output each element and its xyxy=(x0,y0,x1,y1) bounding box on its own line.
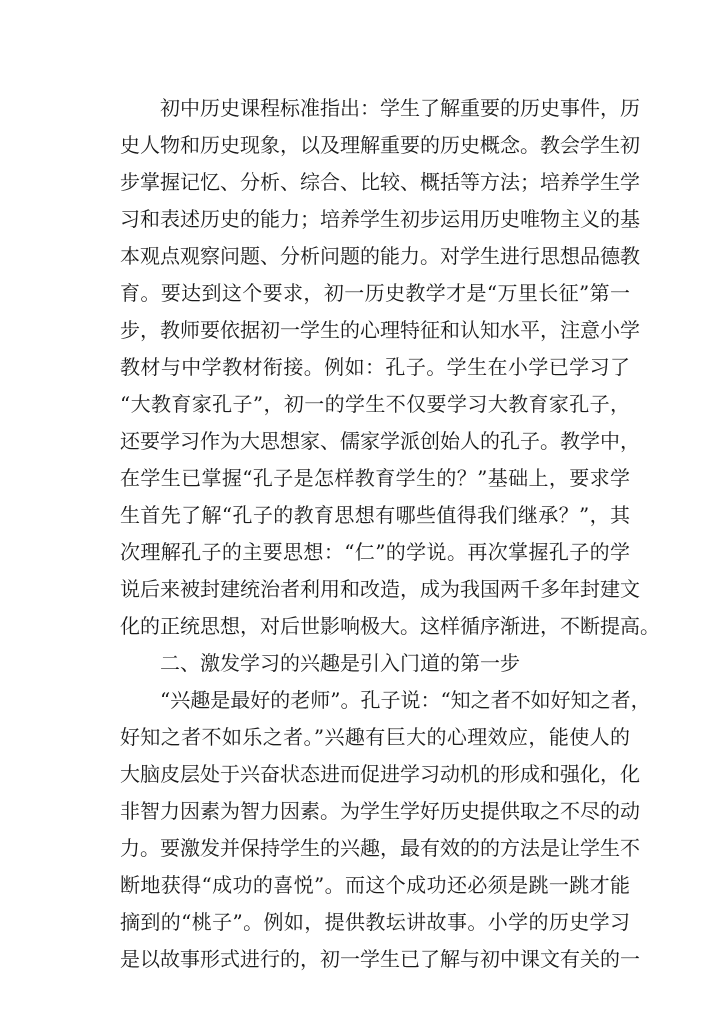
paragraph-line: 习和表述历史的能力；培养学生初步运用历史唯物主义的基 xyxy=(120,207,640,231)
paragraph-line: 化的正统思想，对后世影响极大。这样循序渐进，不断提高。 xyxy=(120,614,660,638)
paragraph-line: “兴趣是最好的老师”。孔子说：“知之者不如好知之者， xyxy=(160,688,651,712)
paragraph-line: 力。要激发并保持学生的兴趣，最有效的的方法是让学生不 xyxy=(120,836,640,860)
paragraph-line: 大脑皮层处于兴奋状态进而促进学习动机的形成和强化，化 xyxy=(120,762,640,786)
paragraph-line: 步，教师要依据初一学生的心理特征和认知水平，注意小学 xyxy=(120,318,640,342)
paragraph-line: 育。要达到这个要求，初一历史教学才是“万里长征”第一 xyxy=(120,281,630,305)
paragraph-line: 生首先了解“孔子的教育思想有哪些值得我们继承？”，其 xyxy=(120,503,630,527)
paragraph-line: 步掌握记忆、分析、综合、比较、概括等方法；培养学生学 xyxy=(120,170,640,194)
paragraph-line: 次理解孔子的主要思想：“仁”的学说。再次掌握孔子的学 xyxy=(120,540,630,564)
paragraph-line: 教材与中学教材衔接。例如：孔子。学生在小学已学习了 xyxy=(120,355,630,379)
paragraph-line: 还要学习作为大思想家、儒家学派创始人的孔子。教学中， xyxy=(120,429,640,453)
paragraph-line: 是以故事形式进行的，初一学生已了解与初中课文有关的一 xyxy=(120,947,640,971)
paragraph-line: 断地获得“成功的喜悦”。而这个成功还必须是跳一跳才能 xyxy=(120,873,630,897)
paragraph-line: 摘到的“桃子”。例如，提供教坛讲故事。小学的历史学习 xyxy=(120,910,630,934)
paragraph-line: 初中历史课程标准指出：学生了解重要的历史事件，历 xyxy=(160,96,640,120)
paragraph-line: 在学生已掌握“孔子是怎样教育学生的？”基础上，要求学 xyxy=(120,466,630,490)
paragraph-line: 好知之者不如乐之者。”兴趣有巨大的心理效应，能使人的 xyxy=(120,725,630,749)
paragraph-line: “大教育家孔子”，初一的学生不仅要学习大教育家孔子， xyxy=(120,392,630,416)
paragraph-line: 本观点观察问题、分析问题的能力。对学生进行思想品德教 xyxy=(120,244,640,268)
paragraph-line: 非智力因素为智力因素。为学生学好历史提供取之不尽的动 xyxy=(120,799,640,823)
paragraph-line: 说后来被封建统治者利用和改造，成为我国两千多年封建文 xyxy=(120,577,640,601)
paragraph-line: 史人物和历史现象，以及理解重要的历史概念。教会学生初 xyxy=(120,133,640,157)
section-heading: 二、激发学习的兴趣是引入门道的第一步 xyxy=(160,651,520,675)
